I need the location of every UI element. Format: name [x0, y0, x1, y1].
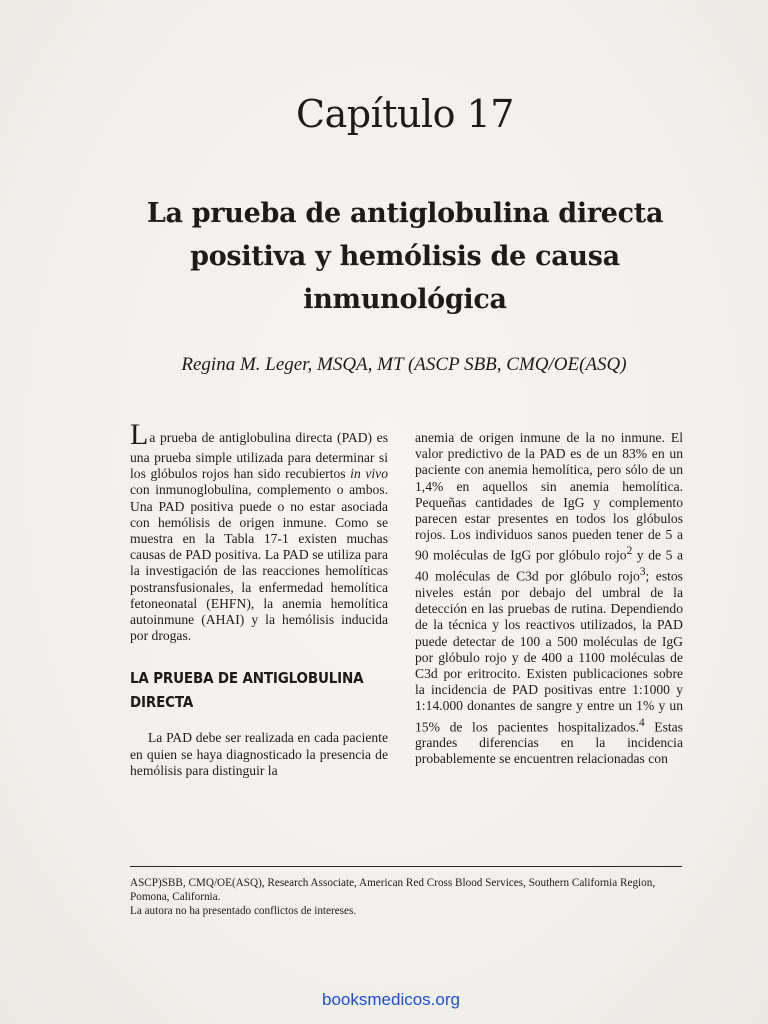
- article-title-line-3: inmunológica: [303, 284, 507, 315]
- intro-italic: in vivo: [350, 466, 388, 482]
- ref-4: 4: [638, 716, 645, 729]
- ref-3: 3: [639, 566, 646, 579]
- author-line: Regina M. Leger, MSQA, MT (ASCP SBB, CMQ/OE(ASQ): [181, 354, 627, 375]
- right-paragraph: [415, 430, 683, 768]
- footnote-affiliation: ASCP)SBB, CMQ/OE(ASQ), Research Associate, American Red Cross Blood Services, Southern California Region, Pomona, California.: [130, 877, 656, 903]
- footer-link[interactable]: booksmedicos.org: [322, 990, 460, 1009]
- right-text-2: y de 5 a 40 moléculas de C3d por glóbulo rojo: [415, 547, 683, 584]
- intro-text-start: a prueba de antiglobulina directa (PAD) es una prueba simple utilizada para determinar si los glóbulos rojos han sido recubiertos: [130, 430, 388, 482]
- footnote: [130, 876, 690, 918]
- footnote-divider: [130, 866, 682, 867]
- article-title-line-2: positiva y hemólisis de causa: [190, 241, 620, 272]
- left-column: [130, 420, 388, 779]
- section-paragraph: La PAD debe ser realizada en cada paciente en quien se haya diagnosticado la presencia de hemólisis para distinguir la: [130, 730, 388, 778]
- right-text-1: anemia de origen inmune de la no inmune. El valor predictivo de la PAD es de un 83% en un paciente con anemia hemolítica, pero sólo de un 1,4% en aquellos sin anemia hemolítica. Pequeñas cantidades de IgG y complemento parecen estar presentes en todos los glóbulos rojos. Los individuos sanos pueden tener de 5 a 90 moléculas de IgG por glóbulo rojo: [415, 430, 683, 563]
- right-column: [415, 430, 683, 768]
- right-text-3: ; estos niveles están por debajo del umbral de la detección en las pruebas de rutina. Dependiendo de la técnica y los reactivos utilizados, la PAD puede detectar de 100 a 500 moléculas de IgG por glóbulo rojo y de 400 a 1100 moléculas de C3d por eritrocito. Existen publicaciones sobre la incidencia de PAD positivas entre 1:1000 y 1:14.000 donantes de sangre y entre un 1% y un 15% de los pacientes hospitalizados.: [415, 568, 683, 735]
- right-text-4: Estas grandes diferencias en la incidencia probablemente se encuentren relacionadas con: [415, 719, 684, 767]
- chapter-title: Capítulo 17: [296, 92, 514, 136]
- section-heading: LA PRUEBA DE ANTIGLOBULINA DIRECTA: [130, 669, 364, 712]
- footnote-disclosure: La autora no ha presentado conflictos de intereses.: [130, 905, 357, 917]
- drop-cap: L: [130, 418, 149, 451]
- intro-paragraph: [130, 420, 388, 644]
- article-title-line-1: La prueba de antiglobulina directa: [146, 198, 664, 229]
- intro-text-end: con inmunoglobulina, complemento o ambos. Una PAD positiva puede o no estar asociada con hemólisis de origen inmune. Como se muestra en la Tabla 17-1 existen muchas causas de PAD positiva. La PAD se utiliza para la investigación de las reacciones hemolíticas postransfusionales, la enfermedad hemolítica fetoneonatal (EHFN), la anemia hemolítica autoinmune (AHAI) y la hemólisis inducida por drogas.: [130, 482, 388, 644]
- article-title: [100, 192, 710, 321]
- ref-2: 2: [626, 545, 633, 558]
